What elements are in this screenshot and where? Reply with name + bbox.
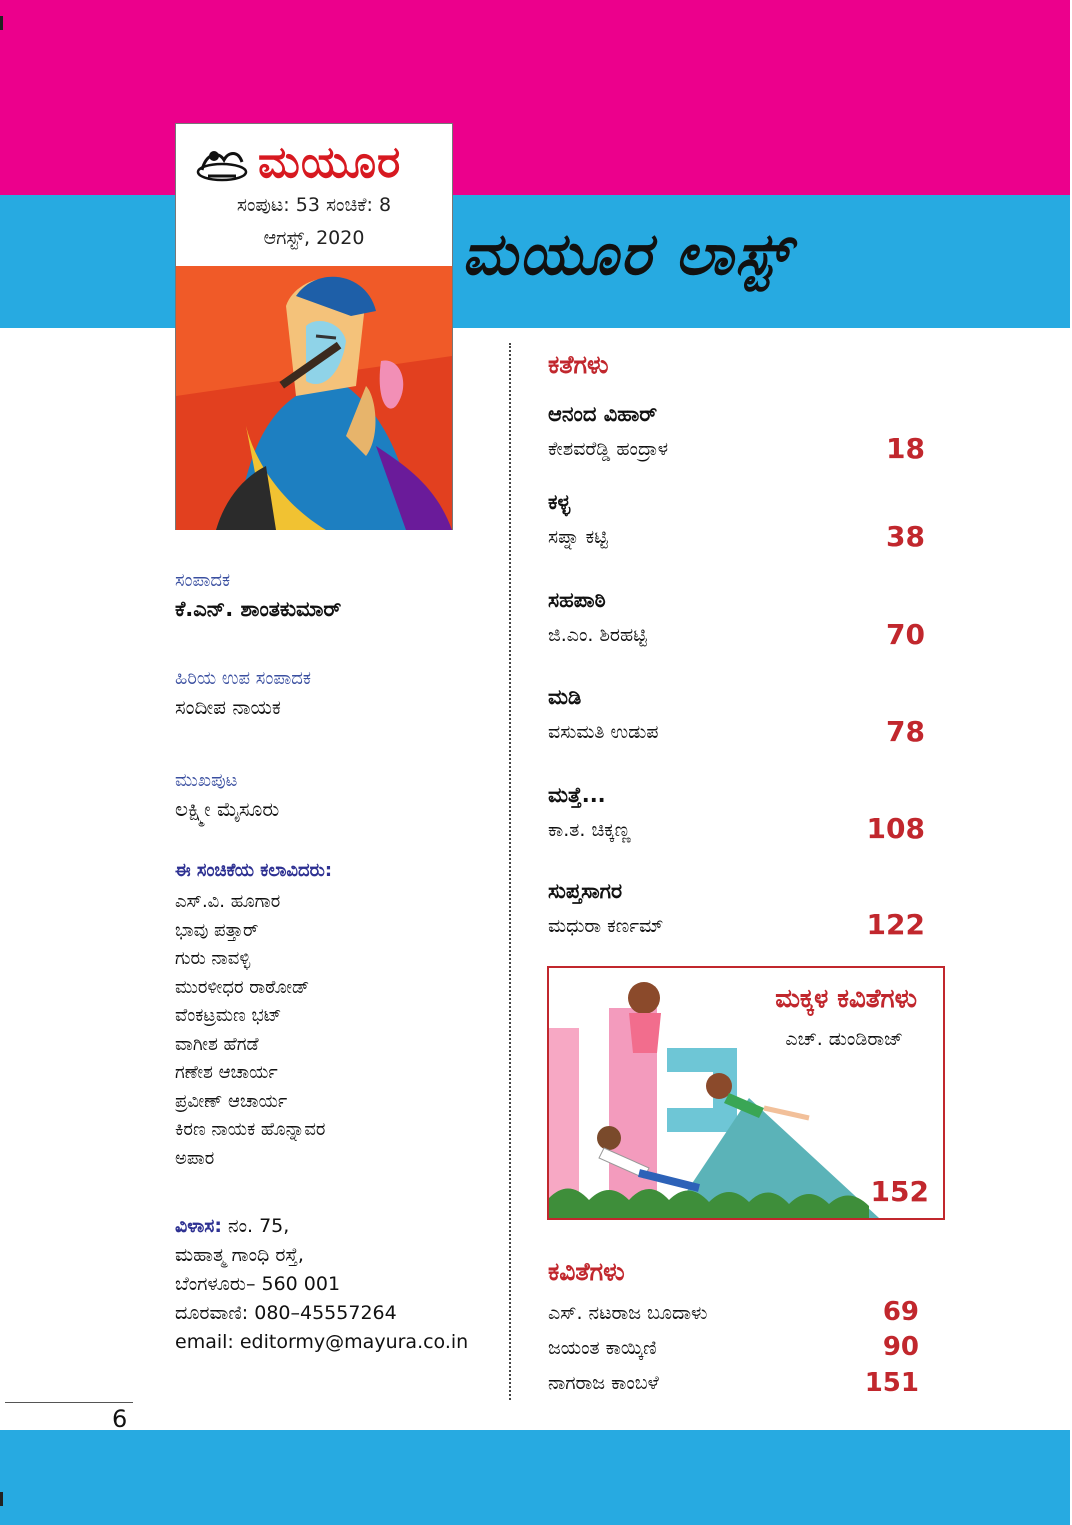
address-label: ವಿಳಾಸ: <box>175 1215 222 1237</box>
folio-rule <box>5 1402 133 1403</box>
kids-poems-title: ಮಕ್ಕಳ ಕವಿತೆಗಳು <box>775 984 917 1014</box>
volume-issue: ಸಂಪುಟ: 53 ಸಂಚಿಕೆ: 8 <box>236 194 392 216</box>
artist-name: ಮುರಳೀಧರ ರಾಠೋಡ್ <box>175 976 310 998</box>
staff-label-cover: ಮುಖಪುಟ <box>175 770 238 791</box>
kids-poems-author: ಎಚ್. ಡುಂಡಿರಾಜ್ <box>785 1028 903 1050</box>
masthead-box <box>175 123 453 530</box>
address-line1: ನಂ. 75, <box>221 1215 290 1237</box>
staff-name-cover: ಲಕ್ಷ್ಮೀ ಮೈಸೂರು <box>175 797 280 821</box>
staff-label-editor: ಸಂಪಾದಕ <box>175 570 231 591</box>
peacock-emblem-icon <box>194 142 250 182</box>
phone-number: ದೂರವಾಣಿ: 080–45557264 <box>175 1302 397 1324</box>
story-author: ಸಪ್ನಾ ಕಟ್ಟಿ <box>548 526 608 548</box>
staff-name-editor: ಕೆ.ಎನ್. ಶಾಂತಕುಮಾರ್ <box>175 597 342 621</box>
story-title: ಸಹಪಾಠಿ <box>548 588 606 612</box>
email-address[interactable]: email: editormy@mayura.co.in <box>175 1331 469 1353</box>
story-author: ಮಧುರಾ ಕರ್ಣಮ್ <box>548 915 664 937</box>
address-block <box>175 1212 468 1357</box>
story-page[interactable]: 18 <box>886 432 925 465</box>
story-title: ಆನಂದ ವಿಹಾರ್ <box>548 402 658 426</box>
staff-label-senior-editor: ಹಿರಿಯ ಉಪ ಸಂಪಾದಕ <box>175 668 311 689</box>
logo-text: ಮಯೂರ <box>258 136 402 188</box>
poem-page[interactable]: 69 <box>882 1297 919 1327</box>
artist-name: ಗಣೇಶ ಆಚಾರ್ಯ <box>175 1062 278 1083</box>
story-page[interactable]: 108 <box>866 812 925 845</box>
artist-name: ಅಪಾರ <box>175 1147 215 1169</box>
artist-name: ಕಿರಣ ನಾಯಕ ಹೊನ್ನಾವರ <box>175 1119 326 1140</box>
story-author: ವಸುಮತಿ ಉಡುಪ <box>548 721 659 743</box>
poem-author: ಎಸ್. ನಟರಾಜ ಬೂದಾಳು <box>548 1302 708 1324</box>
poem-page[interactable]: 151 <box>864 1368 919 1398</box>
crop-mark <box>0 1492 3 1506</box>
poem-author: ಜಯಂತ ಕಾಯ್ಕಿಣಿ <box>548 1337 657 1359</box>
page-number: 6 <box>112 1405 128 1433</box>
story-title: ಸುಪ್ತಸಾಗರ <box>548 879 623 903</box>
bottom-blue-band <box>0 1430 1070 1525</box>
address-line2: ಮಹಾತ್ಮ ಗಾಂಧಿ ರಸ್ತೆ, <box>175 1244 304 1266</box>
contents-title: ಮಯೂರ ಲಾಸ್ಟ್ <box>462 220 791 288</box>
poem-author: ನಾಗರಾಜ ಕಾಂಬಳೆ <box>548 1372 659 1394</box>
artist-name: ಭಾವು ಪತ್ತಾರ್ <box>175 919 259 941</box>
staff-name-senior-editor: ಸಂದೀಪ ನಾಯಕ <box>175 695 281 719</box>
column-divider <box>509 343 511 1400</box>
cover-image <box>176 266 452 530</box>
story-page[interactable]: 38 <box>886 520 925 553</box>
story-title: ಕಳ್ಳ <box>548 490 571 514</box>
artist-name: ವಾಗೀಶ ಹೆಗಡೆ <box>175 1033 259 1055</box>
top-pink-band <box>0 0 1070 195</box>
poems-heading: ಕವಿತೆಗಳು <box>548 1257 625 1286</box>
story-author: ಜಿ.ಎಂ. ಶಿರಹಟ್ಟಿ <box>548 624 647 646</box>
kids-poems-box[interactable] <box>547 966 945 1220</box>
crop-mark <box>0 16 3 30</box>
stories-heading: ಕತೆಗಳು <box>548 350 609 379</box>
poem-page[interactable]: 90 <box>882 1332 919 1362</box>
issue-date: ಆಗಸ್ಟ್, 2020 <box>263 227 365 249</box>
story-title: ಮತ್ತೆ... <box>548 783 606 807</box>
story-page[interactable]: 78 <box>886 715 925 748</box>
story-page[interactable]: 70 <box>886 618 925 651</box>
artist-name: ಎಸ್.ವಿ. ಹೂಗಾರ <box>175 891 281 912</box>
kids-poems-page[interactable]: 152 <box>870 1175 929 1208</box>
artists-list <box>175 888 325 1173</box>
artist-name: ಪ್ರವೀಣ್ ಆಚಾರ್ಯ <box>175 1090 288 1112</box>
story-author: ಕೇಶವರೆಡ್ಡಿ ಹಂದ್ರಾಳ <box>548 438 669 460</box>
artist-name: ವೆಂಕಟ್ರಮಣ ಭಟ್ <box>175 1005 282 1026</box>
artists-heading: ಈ ಸಂಚಿಕೆಯ ಕಲಾವಿದರು: <box>175 860 333 881</box>
address-line3: ಬೆಂಗಳೂರು– 560 001 <box>175 1273 341 1295</box>
artist-name: ಗುರು ನಾವಳ್ಳಿ <box>175 948 251 969</box>
story-author: ಕಾ.ತ. ಚಿಕ್ಕಣ್ಣ <box>548 819 631 841</box>
story-title: ಮಡಿ <box>548 685 582 709</box>
story-page[interactable]: 122 <box>866 908 925 941</box>
logo <box>194 136 401 188</box>
